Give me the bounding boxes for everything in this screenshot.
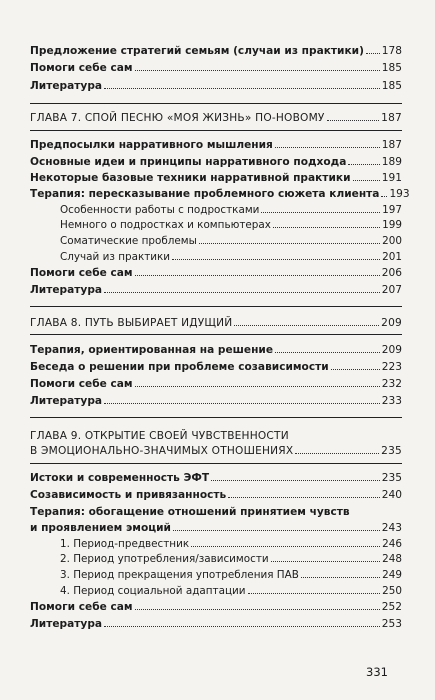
toc-entry bbox=[30, 471, 402, 485]
entry-title: Соматические проблемы bbox=[60, 235, 197, 247]
entry-title: 1. Период-предвестник bbox=[60, 538, 190, 550]
toc-subentry bbox=[60, 552, 402, 566]
toc-entry bbox=[30, 138, 402, 152]
leader-dots bbox=[271, 561, 381, 562]
toc-entry bbox=[30, 343, 402, 357]
leader-dots bbox=[191, 546, 380, 547]
leader-dots bbox=[135, 275, 380, 276]
entry-title: Помоги себе сам bbox=[30, 62, 133, 74]
toc-entry bbox=[30, 617, 402, 631]
entry-page: 201 bbox=[382, 251, 402, 263]
entry-page: 185 bbox=[381, 62, 402, 74]
entry-page: 193 bbox=[389, 188, 410, 200]
entry-page: 197 bbox=[382, 204, 402, 216]
entry-title: Случай из практики bbox=[60, 251, 171, 263]
entry-title: Помоги себе сам bbox=[30, 601, 133, 613]
leader-dots bbox=[104, 88, 380, 89]
entry-page: 232 bbox=[381, 378, 402, 390]
entry-title: Беседа о решении при проблеме созависимости bbox=[30, 361, 329, 373]
leader-dots bbox=[381, 196, 387, 197]
chapter-rule bbox=[30, 417, 402, 418]
toc-entry bbox=[30, 360, 402, 374]
toc-subentry bbox=[60, 584, 402, 598]
leader-dots bbox=[327, 120, 380, 121]
chapter-rule bbox=[30, 130, 402, 131]
entry-page: 209 bbox=[381, 344, 402, 356]
leader-dots bbox=[211, 480, 380, 481]
leader-dots bbox=[301, 577, 380, 578]
toc-entry bbox=[30, 171, 402, 185]
entry-title: Литература bbox=[30, 618, 103, 630]
leader-dots bbox=[104, 626, 380, 627]
leader-dots bbox=[234, 325, 379, 326]
toc-subentry bbox=[60, 234, 402, 248]
entry-title: Терапия, ориентированная на решение bbox=[30, 344, 274, 356]
chapter-page: 235 bbox=[381, 445, 402, 457]
entry-page: 200 bbox=[382, 235, 402, 247]
entry-title: Терапия: пересказывание проблемного сюжета клиента bbox=[30, 188, 380, 200]
entry-page: 240 bbox=[381, 489, 402, 501]
toc-entry bbox=[30, 79, 402, 93]
leader-dots bbox=[348, 164, 379, 165]
entry-page: 253 bbox=[381, 618, 402, 630]
leader-dots bbox=[172, 259, 380, 260]
entry-title: Литература bbox=[30, 395, 103, 407]
chapter-title: ГЛАВА 7. СПОЙ ПЕСНЮ «МОЯ ЖИЗНЬ» ПО-НОВОМУ bbox=[30, 112, 325, 124]
leader-dots bbox=[295, 453, 379, 454]
toc-entry bbox=[30, 521, 402, 535]
toc-entry bbox=[30, 155, 402, 169]
entry-title: Помоги себе сам bbox=[30, 378, 133, 390]
entry-title: Литература bbox=[30, 80, 103, 92]
chapter-rule bbox=[30, 334, 402, 335]
chapter-title: ГЛАВА 8. ПУТЬ ВЫБИРАЕТ ИДУЩИЙ bbox=[30, 317, 233, 329]
entry-title: и проявлением эмоций bbox=[30, 522, 171, 534]
entry-page: 250 bbox=[382, 585, 402, 597]
toc-entry bbox=[30, 266, 402, 280]
toc-subentry bbox=[60, 218, 402, 232]
chapter-heading bbox=[30, 111, 402, 125]
leader-dots bbox=[248, 593, 381, 594]
toc-entry bbox=[30, 394, 402, 408]
leader-dots bbox=[135, 386, 380, 387]
leader-dots bbox=[135, 70, 380, 71]
leader-dots bbox=[273, 227, 380, 228]
leader-dots bbox=[228, 497, 380, 498]
chapter-rule bbox=[30, 103, 402, 104]
leader-dots bbox=[261, 212, 380, 213]
toc-entry bbox=[30, 377, 402, 391]
toc-entry bbox=[30, 187, 410, 201]
entry-title: Некоторые базовые техники нарративной практики bbox=[30, 172, 351, 184]
leader-dots bbox=[366, 53, 380, 54]
entry-title: Истоки и современность ЭФТ bbox=[30, 472, 210, 484]
leader-dots bbox=[173, 530, 380, 531]
toc-entry bbox=[30, 600, 402, 614]
entry-title: 3. Период прекращения употребления ПАВ bbox=[60, 569, 299, 581]
entry-title: Немного о подростках и компьютерах bbox=[60, 219, 271, 231]
entry-page: 206 bbox=[381, 267, 402, 279]
entry-page: 233 bbox=[381, 395, 402, 407]
entry-page: 248 bbox=[382, 553, 402, 565]
entry-page: 246 bbox=[382, 538, 402, 550]
entry-title: Особенности работы с подростками bbox=[60, 204, 260, 216]
entry-title: Предложение стратегий семьям (случаи из практики) bbox=[30, 45, 364, 57]
chapter-rule bbox=[30, 306, 402, 307]
entry-page: 185 bbox=[381, 80, 402, 92]
toc-subentry bbox=[60, 203, 402, 217]
entry-title: 4. Период социальной адаптации bbox=[60, 585, 246, 597]
toc-subentry bbox=[60, 568, 402, 582]
page-number: 331 bbox=[366, 665, 388, 679]
entry-title: Предпосылки нарративного мышления bbox=[30, 139, 273, 151]
entry-page: 207 bbox=[381, 284, 402, 296]
chapter-title: В ЭМОЦИОНАЛЬНО-ЗНАЧИМЫХ ОТНОШЕНИЯХ bbox=[30, 445, 294, 457]
chapter-heading bbox=[30, 444, 402, 458]
entry-title: Терапия: обогащение отношений принятием чувств bbox=[30, 506, 350, 518]
entry-title: Помоги себе сам bbox=[30, 267, 133, 279]
entry-title: 2. Период употребления/зависимости bbox=[60, 553, 269, 565]
entry-page: 189 bbox=[381, 156, 402, 168]
leader-dots bbox=[353, 180, 380, 181]
leader-dots bbox=[135, 609, 380, 610]
chapter-page: 187 bbox=[381, 112, 402, 124]
leader-dots bbox=[275, 147, 380, 148]
entry-title: Литература bbox=[30, 284, 103, 296]
toc-entry bbox=[30, 44, 402, 58]
leader-dots bbox=[275, 352, 380, 353]
entry-page: 191 bbox=[381, 172, 402, 184]
toc-entry bbox=[30, 61, 402, 75]
entry-page: 187 bbox=[381, 139, 402, 151]
chapter-title: ГЛАВА 9. ОТКРЫТИЕ СВОЕЙ ЧУВСТВЕННОСТИ bbox=[30, 430, 289, 442]
entry-page: 235 bbox=[381, 472, 402, 484]
entry-page: 243 bbox=[381, 522, 402, 534]
chapter-page: 209 bbox=[381, 317, 402, 329]
toc-subentry bbox=[60, 537, 402, 551]
leader-dots bbox=[199, 243, 380, 244]
entry-title: Основные идеи и принципы нарративного подхода bbox=[30, 156, 347, 168]
toc-subentry bbox=[60, 250, 402, 264]
leader-dots bbox=[104, 403, 380, 404]
leader-dots bbox=[104, 292, 380, 293]
leader-dots bbox=[331, 369, 380, 370]
entry-page: 249 bbox=[382, 569, 402, 581]
toc-entry bbox=[30, 283, 402, 297]
entry-page: 252 bbox=[381, 601, 402, 613]
entry-page: 199 bbox=[382, 219, 402, 231]
entry-page: 223 bbox=[381, 361, 402, 373]
chapter-rule bbox=[30, 463, 402, 464]
toc-entry bbox=[30, 488, 402, 502]
chapter-heading bbox=[30, 316, 402, 330]
entry-title: Созависимость и привязанность bbox=[30, 489, 227, 501]
entry-page: 178 bbox=[381, 45, 402, 57]
